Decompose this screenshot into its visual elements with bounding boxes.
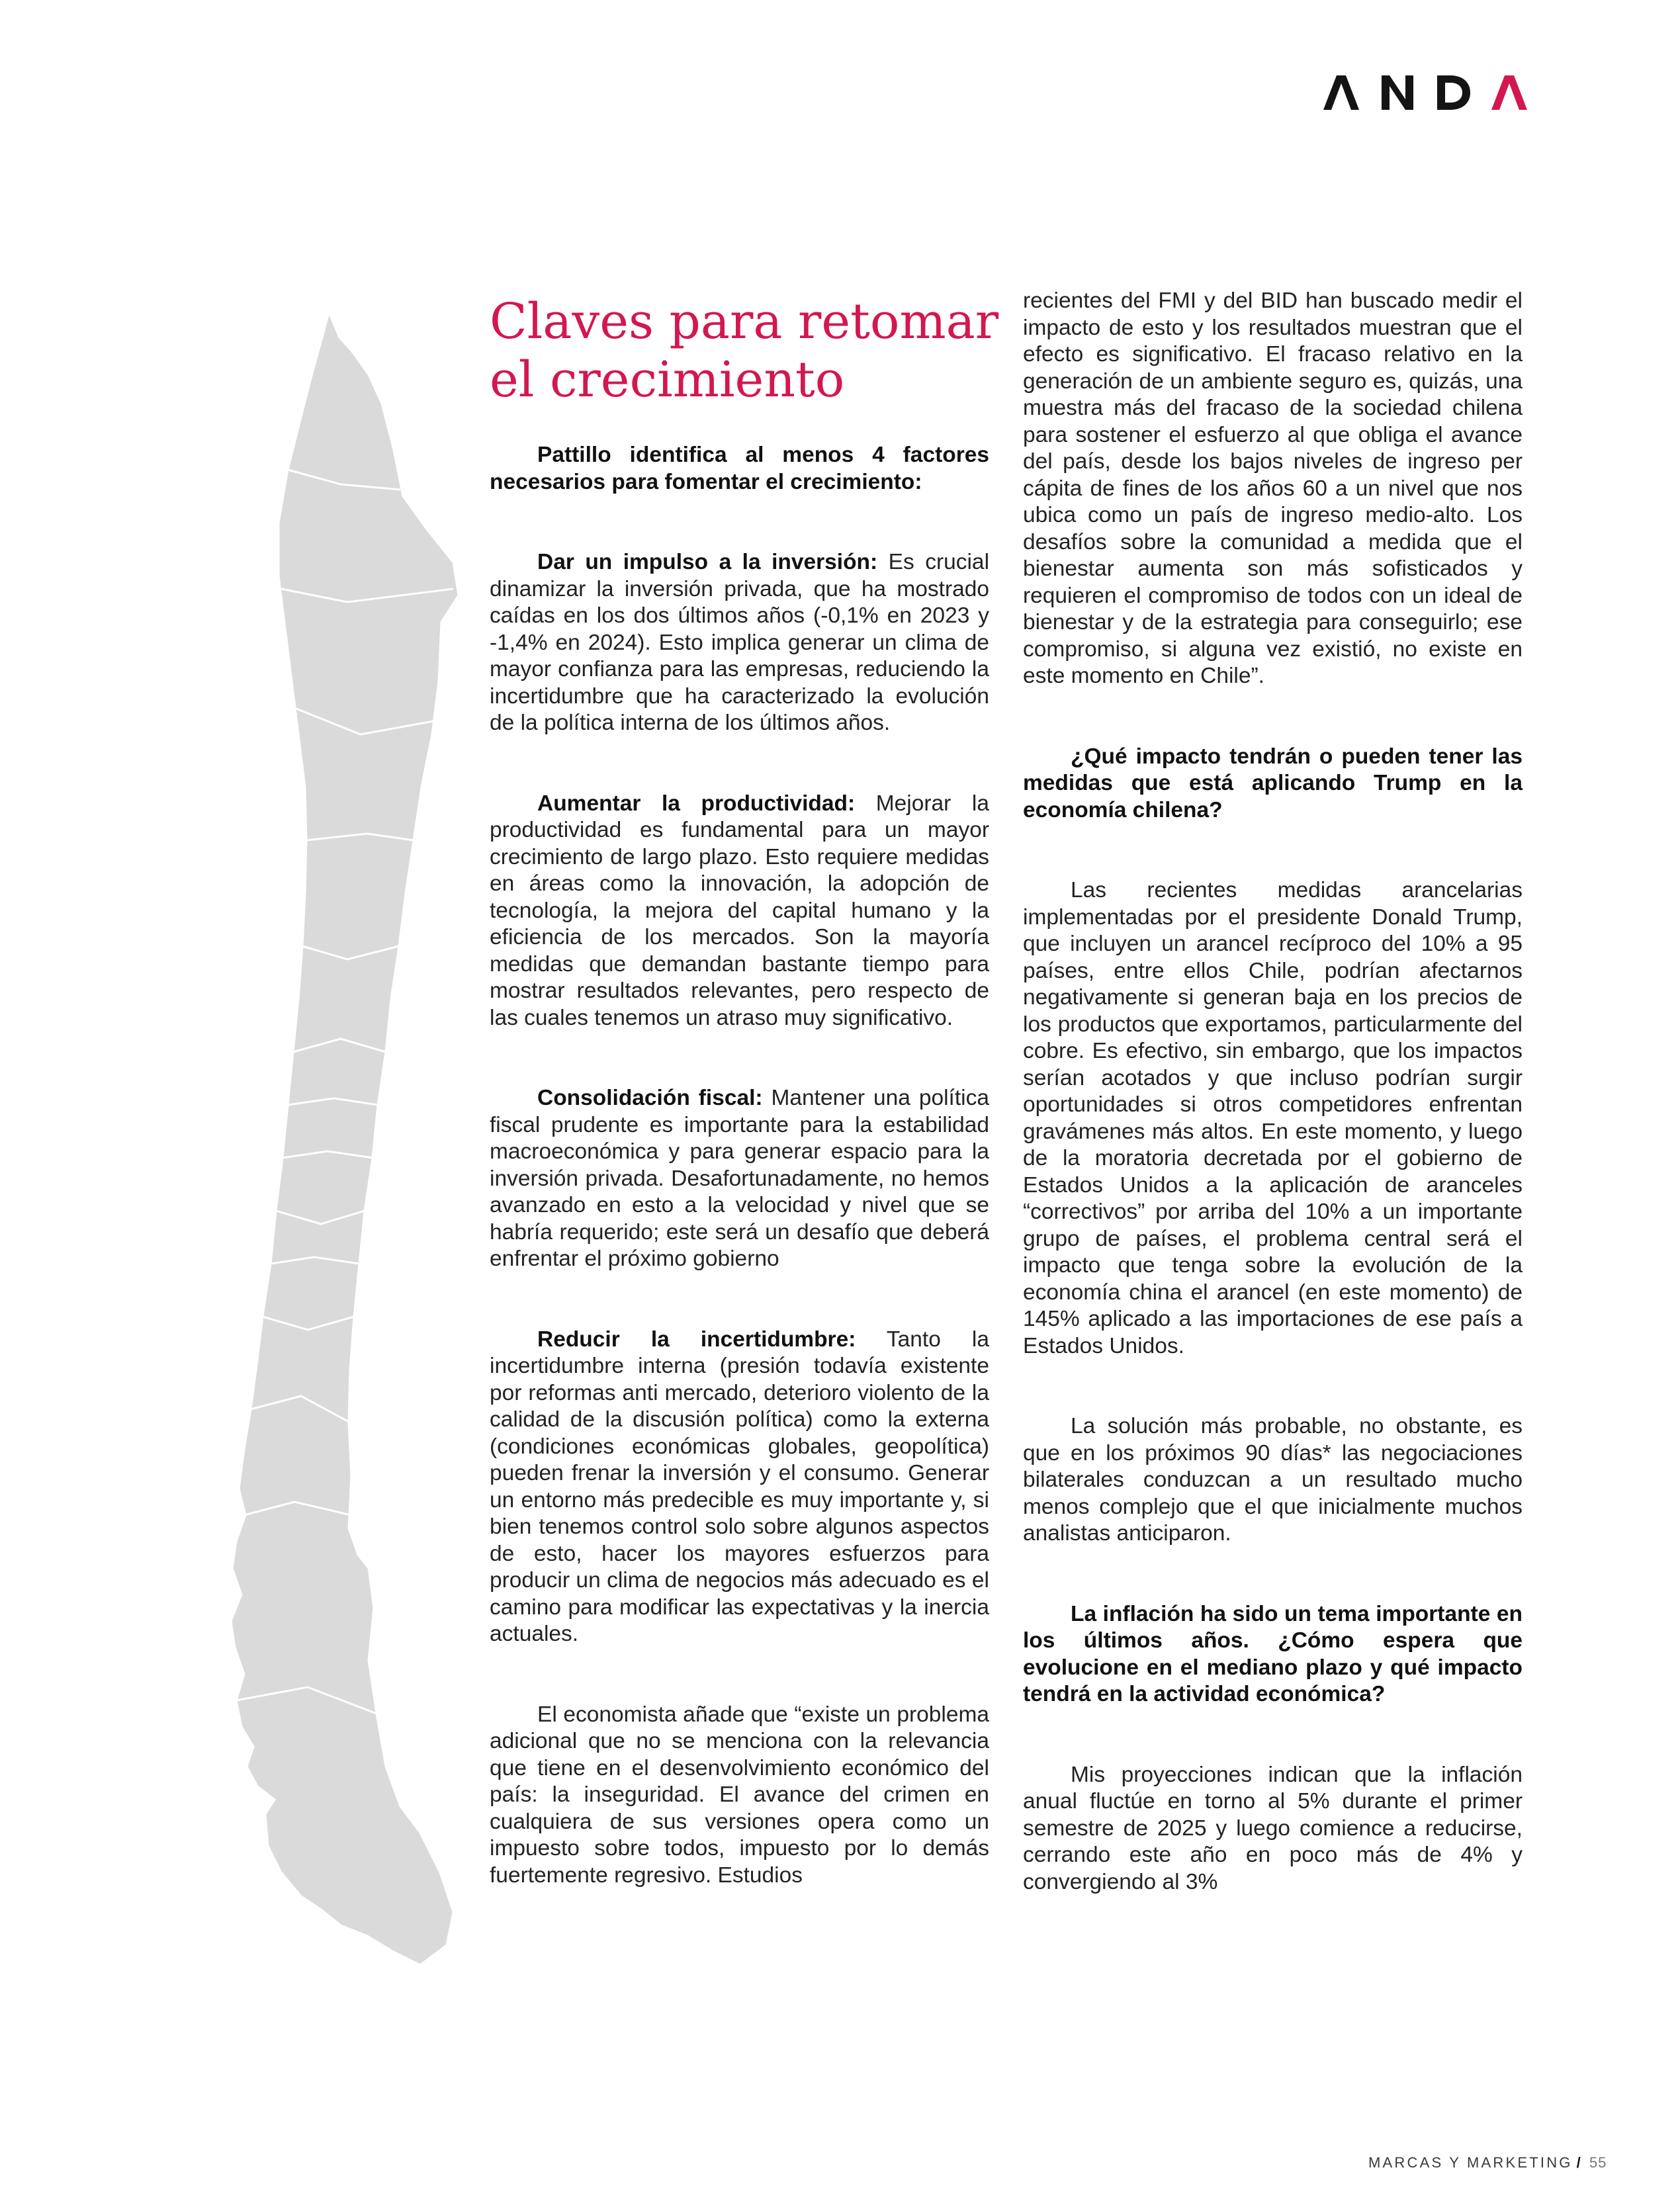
factor-investment-label: Dar un impulso a la inversión: [537,550,878,574]
question-inflation: La inflación ha sido un tema importante en los últimos años. ¿Cómo espera que evolucione en el mediano plazo y qué impacto tendrá en la actividad económica? [1023,1601,1523,1706]
answer-inflation: Mis proyecciones indican que la inflación anual fluctúe en torno al 5% durante el primer semestre de 2025 y luego comience a reducirse, cerrando este año en poco más de 4% y convergiendo al 3% [1023,1762,1523,1894]
left-column [490,442,989,1889]
anda-logo-mark [1323,74,1528,111]
factor-fiscal-label: Consolidación fiscal: [537,1086,763,1110]
question-trump: ¿Qué impacto tendrán o pueden tener las medidas que está aplicando Trump en la economía chilena? [1023,744,1523,822]
factor-productivity [490,791,989,1032]
anda-logo [1323,74,1528,111]
footer-section: MARCAS Y MARKETING [1368,2154,1573,2171]
page-number: 55 [1589,2154,1607,2171]
chile-map-illustration [175,311,460,1978]
factor-investment-text: Es crucial dinamizar la inversión privada, que ha mostrado caídas en los dos últimos años (-0,1% en 2023 y -1,4% en 2024). Esto implica generar un clima de mayor confianza para las empresas, reduciendo la incertidumbre que ha caracterizado la evolución de la política interna de los últimos años. [490,550,990,735]
factor-investment [490,549,989,737]
answer-trump-paragraph-1: Las recientes medidas arancelarias implementadas por el presidente Donald Trump, que incluyen un arancel recíproco del 10% a 95 países, entre ellos Chile, podrían afectarnos negativamente si generan baja en los precios de los productos que exportamos, particularmente del cobre. Es efectivo, sin embargo, que los impactos serían acotados y que incluso podrían surgir oportunidades si otros competidores enfrentan gravámenes más altos. En este momento, y luego de la moratoria decretada por el gobierno de Estados Unidos a la aplicación de aranceles “correctivos” por arriba del 10% a un importante grupo de países, el problema central será el impacto que tenga sobre la evolución de la economía china el arancel (en este momento) de 145% aplicado a las importaciones de ese país a Estados Unidos. [1023,878,1523,1358]
factor-uncertainty-label: Reducir la incertidumbre: [537,1327,856,1352]
article-title: Claves para retomar el crecimiento [490,293,999,408]
factor-productivity-label: Aumentar la productividad: [537,791,856,816]
answer-trump-paragraph-2: La solución más probable, no obstante, es que en los próximos 90 días* las negociaciones bilaterales conduzcan a un resultado mucho menos complejo que el que inicialmente muchos analistas anticiparon. [1023,1414,1523,1546]
factor-uncertainty-text: Tanto la incertidumbre interna (presión todavía existente por reformas anti mercado, deterioro violento de la calidad de la discusión política) como la externa (condiciones económicas globales, geopolítica) pueden frenar la inversión y el consumo. Generar un entorno más predecible es muy importante y, si bien tenemos control solo sobre algunos aspectos de esto, hacer los mayores esfuerzos para producir un clima de negocios más adecuado es el camino para modificar las expectativas y la inercia actuales. [490,1327,989,1646]
continuation-paragraph: recientes del FMI y del BID han buscado medir el impacto de esto y los resultados muestran que el efecto es significativo. El fracaso relativo en la generación de un ambiente seguro es, quizás, una muestra más del fracaso de la sociedad chilena para sostener el esfuerzo al que obliga el avance del país, desde los bajos niveles de ingreso per cápita de fines de los años 60 a un nivel que nos ubica como un país de ingreso medio-alto. Los desafíos sobre la comunidad a medida que el bienestar aumenta son más sofisticados y requieren el compromiso de todos con un ideal de bienestar y de la estrategia para conseguirlo; ese compromiso, si alguna vez existió, no existe en este momento en Chile”. [1023,288,1523,688]
factor-uncertainty [490,1327,989,1648]
right-column [1023,288,1523,1896]
factor-fiscal [490,1085,989,1273]
closing-paragraph: El economista añade que “existe un problema adicional que no se menciona con la relevancia que tiene en el desenvolvimiento económico del país: la inseguridad. El avance del crimen en cualquiera de sus versiones opera como un impuesto sobre todos, impuesto por lo demás fuertemente regresivo. Estudios [490,1702,989,1888]
factor-fiscal-text: Mantener una política fiscal prudente es importante para la estabilidad macroeconómica y para generar espacio para la inversión privada. Desafortunadamente, no hemos avanzado en esto a la velocidad y nivel que se habría requerido; este será un desafío que deberá enfrentar el próximo gobierno [490,1086,989,1271]
chile-map-shape [231,312,459,1965]
footer-separator: / [1576,2154,1583,2171]
page-footer [1368,2153,1633,2173]
factor-productivity-text: Mejorar la productividad es fundamental para un mayor crecimiento de largo plazo. Esto requiere medidas en áreas como la innovación, la adopción de tecnología, la mejora del capital humano y la eficiencia de los mercados. Son la mayoría medidas que demandan bastante tiempo para mostrar resultados relevantes, pero respecto de las cuales tenemos un atraso muy significativo. [490,791,989,1030]
intro-paragraph: Pattillo identifica al menos 4 factores necesarios para fomentar el crecimiento: [490,443,989,494]
